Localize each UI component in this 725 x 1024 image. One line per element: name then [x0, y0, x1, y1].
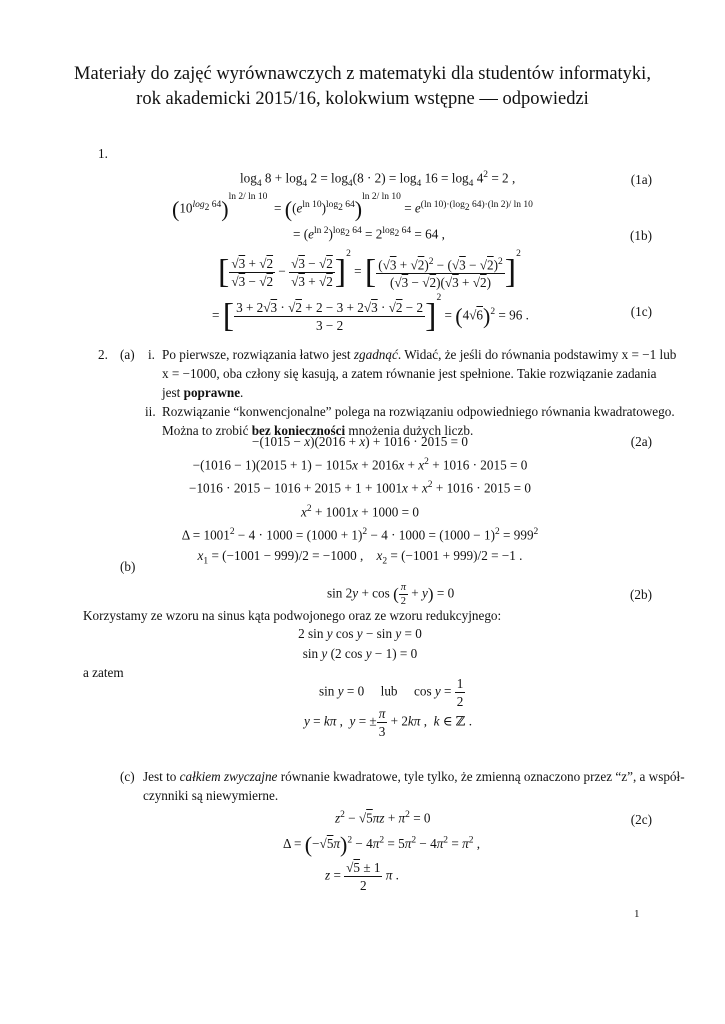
item-ii-line-2: Można to zrobić bez konieczności mnożenia dużych liczb. [162, 423, 474, 438]
part-b-label: (b) [120, 559, 136, 574]
eq-2a-line-1: −(1015 − x)(2016 + x) + 1016 · 2015 = 0 [252, 434, 468, 449]
eq-2a-line-2: $-(1016 - 1)(2015 + 1) - 1015x + 2016x + x^2 + 1016 \cdot 2015 = 0$ [192, 457, 528, 473]
item-i-line-2: x = −1000, oba człony się kasują, a zatem równanie jest spełnione. Takie rozwiązanie zadania [162, 366, 657, 381]
item-ii-line-1: Rozwiązanie “konwencjonalne” polega na rozwiązaniu odpowiedniego równania kwadratowego. [162, 404, 675, 419]
equation-tag-2c: (2c) [630, 812, 652, 827]
equation-tag-2a: (2a) [630, 434, 652, 449]
eq-2a-line-3: $-1016 \cdot 2015 - 1016 + 2015 + 1 + 1001x + x^2 + 1016 \cdot 2015 = 0$ [189, 480, 531, 496]
equation-1b-line-2: = $(e^{ln 2})^{log_2 64} = 2^{log_2 64} = 64$ , [293, 226, 445, 242]
page-number: 1 [634, 908, 640, 920]
equation-b2-line-2: y = kπ , y = ± $\frac{\pi}{3}$ + 2kπ , k ∈ ℤ . [304, 706, 473, 739]
equation-1a: $\log_4 8 + \log_4 2 = \log_4(8 \cdot 2) = \log_4 16 = \log_4 4^2 = 2$ , [240, 170, 516, 190]
equation-2b: sin 2y + cos ( $\frac{\pi}{2}$ + y) = 0 [327, 582, 455, 607]
part-a-label: (a) [120, 347, 135, 362]
title-line-1: Materiały do zajęć wyrównawczych z matematyki dla studentów informatyki, [74, 64, 651, 84]
eq-2a-line-6: $x_1 = (-1001 - 999)/2 = -1000$ , $x_2 = (-1001 + 999)/2 = -1$ . [197, 547, 523, 567]
equation-tag-1c: (1c) [630, 304, 652, 319]
text-b1: Korzystamy ze wzoru na sinus kąta podwojonego oraz ze wzoru redukcyjnego: [83, 608, 502, 623]
equation-2c-line-1: $z^2 - √5\pi z + \pi^2 = 0$ [335, 810, 431, 826]
item-i-line-3: jest poprawne. [162, 385, 244, 400]
eq-2a-line-4: $x^2 + 1001x + 1000 = 0$ [301, 503, 419, 520]
item-i-line-1: Po pierwsze, rozwiązania łatwo jest zgadnąć. Widać, że jeśli do równania podstawimy x = −1 lub [162, 347, 677, 362]
equation-1c-line-1: [ $\frac{√3 + √2}{√3 - √2}$ − $\frac{√3 - √2}{√3 + √2}$ ]$^2$ = [ $\frac{(√3 + √2)^2 - (√3 - √2)^2}{(√3 - √2)(√3 + √2)}$ ]$^2$ [218, 249, 521, 291]
equation-2c-line-2: $\Delta = (-√5\pi)^2 - 4\pi^2 = 5\pi^2 - 4\pi^2 = \pi^2$ , [283, 832, 481, 857]
problem-2-label: 2. [98, 347, 108, 362]
text-b2: a zatem [83, 665, 124, 680]
equation-2c-line-3: z = $\frac{√5 \pm 1}{2}$ π . [325, 860, 399, 893]
equation-tag-1b: (1b) [630, 228, 652, 243]
eq-b1-line-2: sin y (2 cos y − 1) = 0 [302, 646, 418, 661]
problem-1-label: 1. [98, 146, 108, 161]
title-line-2: rok akademicki 2015/16, kolokwium wstępne — odpowiedzi [136, 89, 589, 109]
equation-1c-line-2: = [ $\frac{3 + 2√3 \cdot √2 + 2 - 3 + 2√3 \cdot √2 - 2}{3 - 2}$ ]$^2 = (4√6)^2 = 96$ . [212, 293, 529, 335]
equations-b1 [250, 624, 470, 664]
text-c-line-2: czynniki są niewymierne. [143, 788, 279, 803]
eq-b1-line-1: 2 sin y cos y − sin y = 0 [298, 626, 422, 641]
item-i-label: i. [148, 347, 155, 362]
item-ii-label: ii. [145, 404, 156, 419]
eq-2a-line-5: $\Delta = 1001^2 - 4 \cdot 1000 = (1000 + 1)^2 - 4 \cdot 1000 = (1000 - 1)^2 = 999^2$ [181, 527, 539, 543]
equation-tag-1a: (1a) [630, 172, 652, 187]
part-c-label: (c) [120, 769, 135, 784]
equation-1b-line-1: $(10^{log_2 64})^{ln 2/ ln 10} = ((e^{ln 10})^{log_2 64})^{ln 2/ ln 10} = e^{(ln 10)\cdot(log_2 64)\cdot(ln 2)/ ln 10}$ [172, 192, 533, 222]
equation-b2-line-1: sin y = 0 lub cos y = $\frac{1}{2}$ [319, 676, 464, 709]
equations-2a [150, 432, 570, 571]
text-c-line-1: Jest to całkiem zwyczajne równanie kwadratowe, tyle tylko, że zmienną oznaczono przez “z”, a współ- [143, 769, 685, 784]
page-title [60, 62, 665, 112]
equation-tag-2b: (2b) [630, 587, 652, 602]
